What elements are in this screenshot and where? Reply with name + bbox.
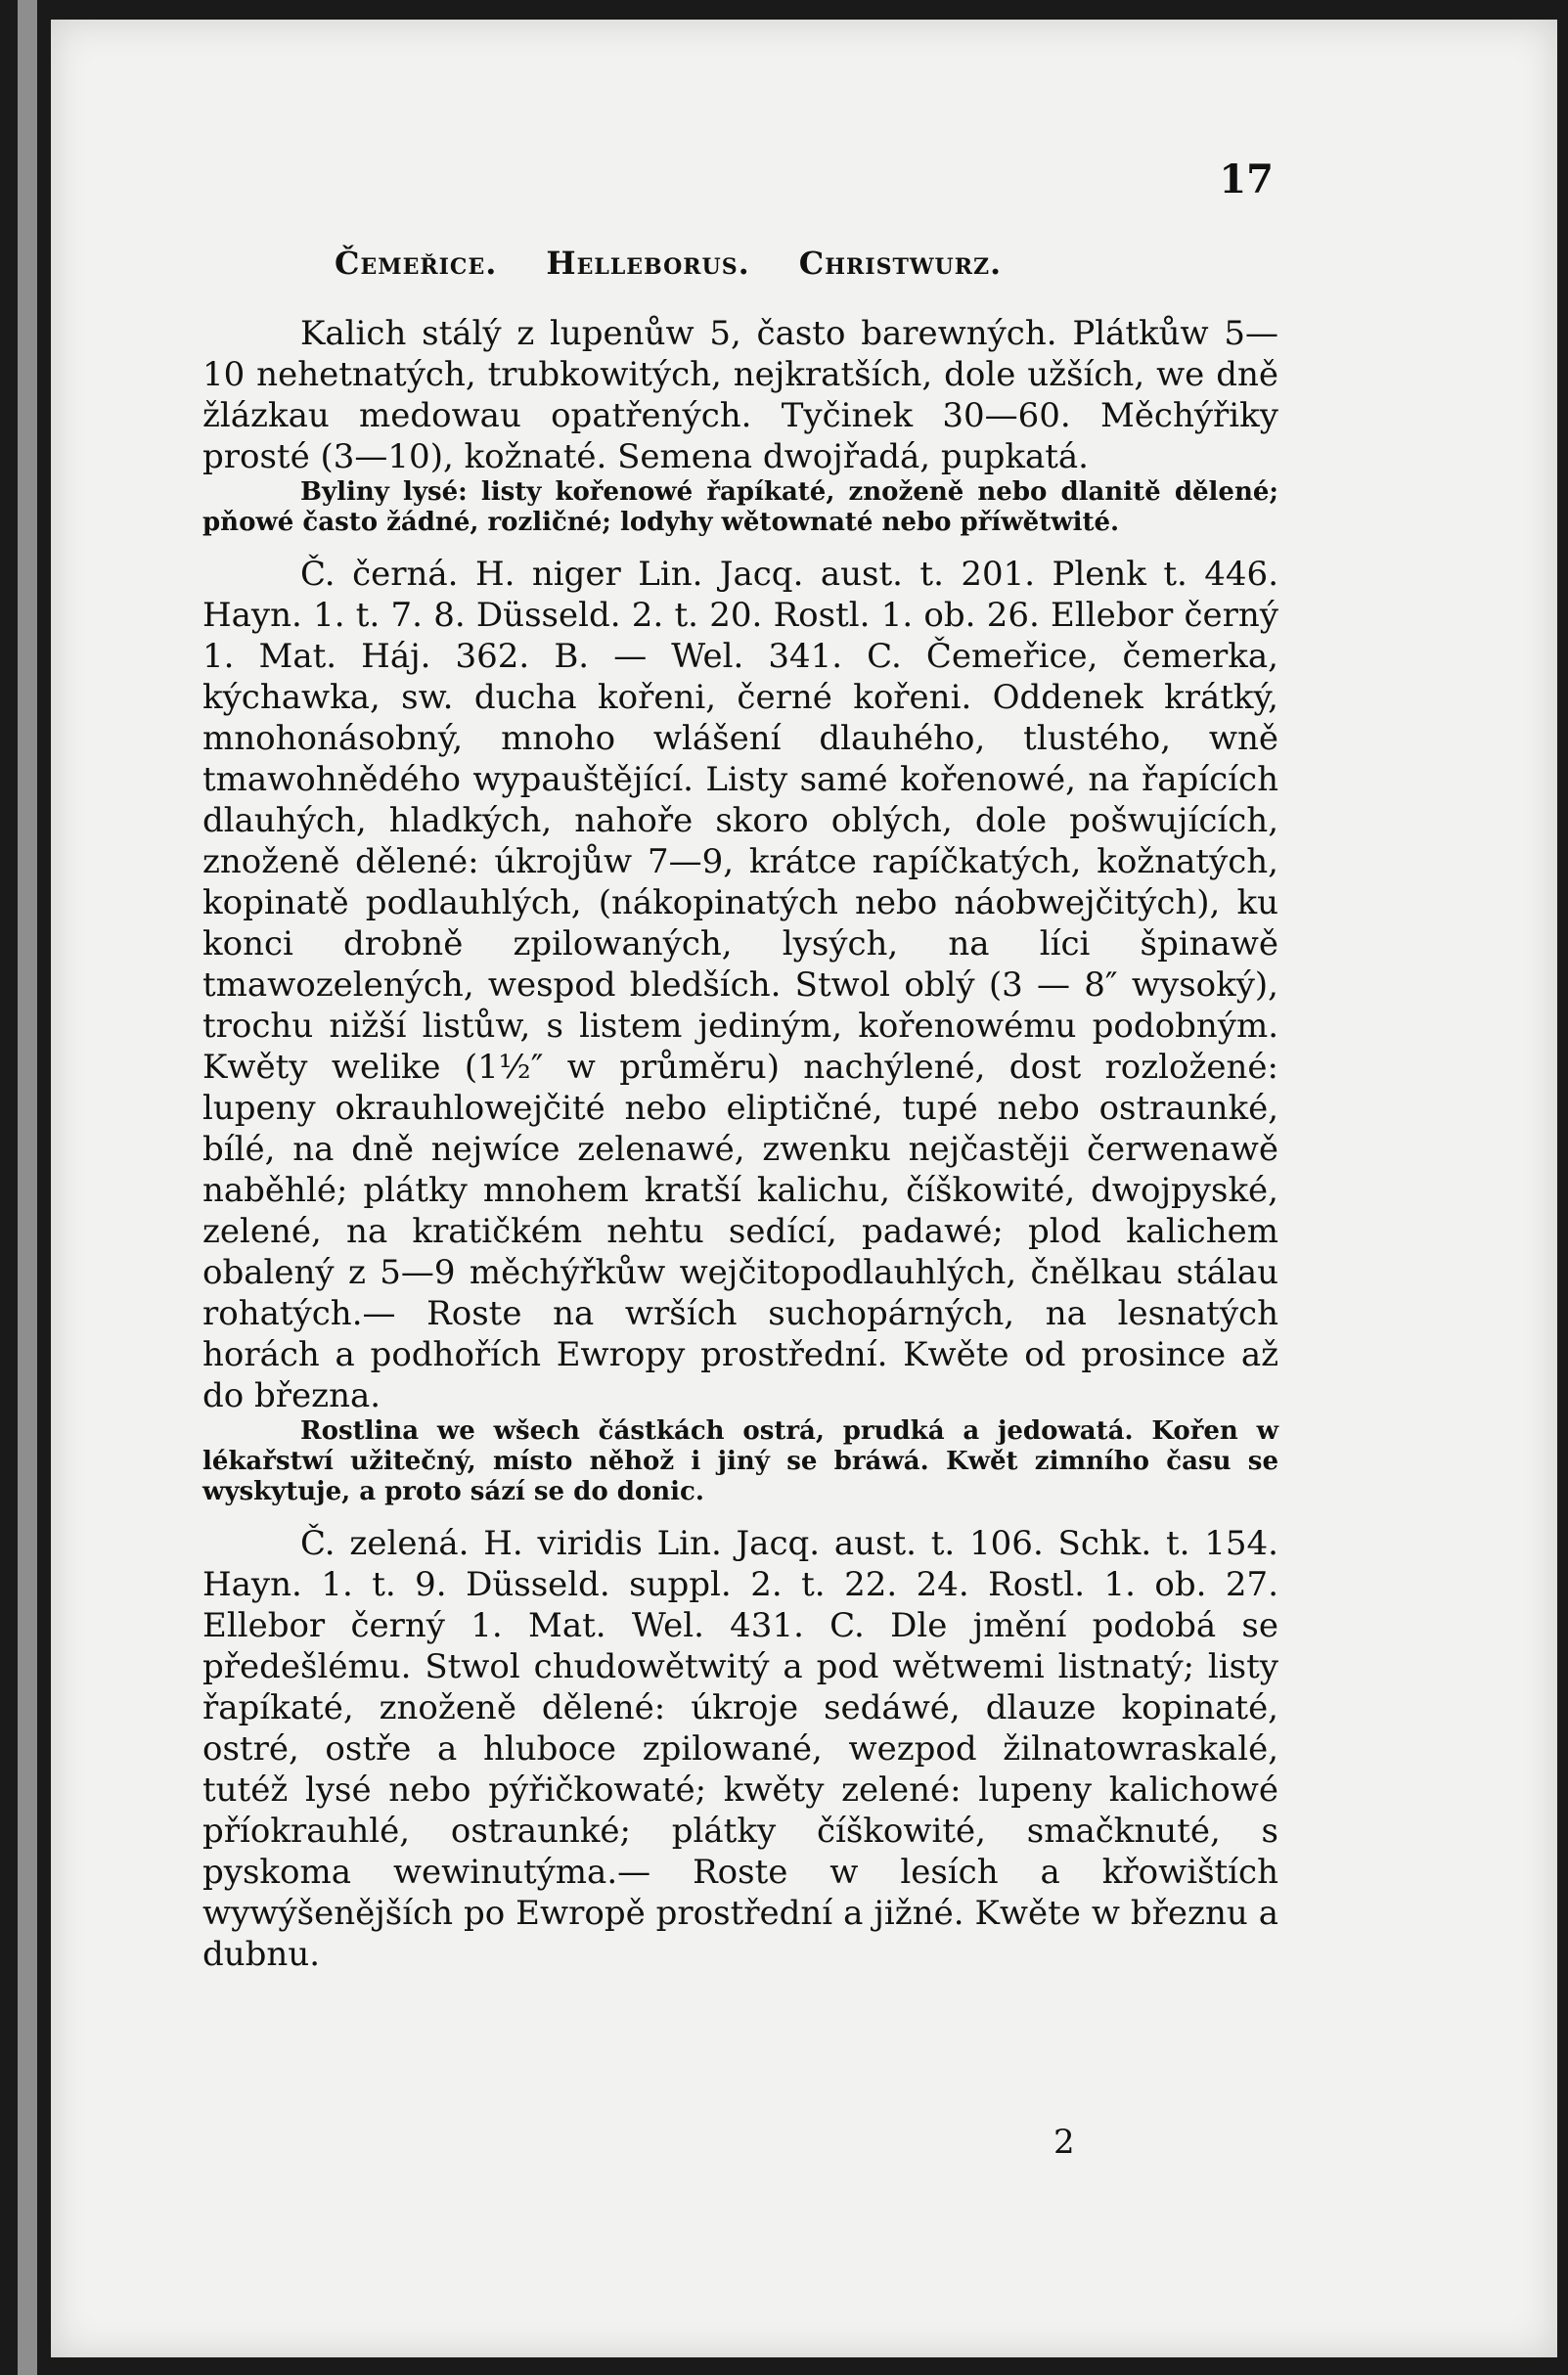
spacer [202,538,1278,554]
signature-mark: 2 [1053,2123,1075,2162]
page-number: 17 [1219,157,1274,202]
page-body [202,313,1278,1975]
species-1-note: Rostlina we wšech částkách ostrá, prudká a jedowatá. Kořen w lékařstwí užitečný, místo něhož i jiný se bráwá. Kwět zimního času se wyskytuje, a proto sází se do donic. [202,1416,1278,1506]
running-head-czech: Čemeřice. [335,245,498,282]
genus-description: Kalich stálý z lupenůw 5, často barewných. Plátkůw 5—10 nehetnatých, trubkowitých, nejkratších, dole užších, we dně žlázkau medowau opatřených. Tyčinek 30—60. Měchýřiky prosté (3—10), kožnaté. Semena dwojřadá, pupkatá. [202,314,1278,476]
genus-note: Byliny lysé: listy kořenowé řapíkaté, znoženě nebo dlanitě dělené; pňowé často žádné, rozličné; lodyhy wětownaté nebo příwětwité. [202,477,1278,537]
running-head-latin: Helleborus. [546,245,750,282]
book-page [51,20,1557,2357]
page-edge-strip [18,0,37,2375]
spacer [202,1507,1278,1523]
running-head [335,245,1313,282]
running-head-german: Christwurz. [798,245,1003,282]
species-2-entry: Č. zelená. H. viridis Lin. Jacq. aust. t. 106. Schk. t. 154. Hayn. 1. t. 9. Düsseld. suppl. 2. t. 22. 24. Rostl. 1. ob. 27. Ellebor černý 1. Mat. Wel. 431. C. Dle jmění podobá se předešlému. Stwol chudowětwitý a pod wětwemi listnatý; listy řapíkaté, znoženě dělené: úkroje sedáwé, dlauze kopinaté, ostré, ostře a hluboce zpilowané, wezpod žilnatowraskalé, tutéž lysé nebo pýřičkowaté; kwěty zelené: lupeny kalichowé příokrauhlé, ostraunké; plátky číškowité, smačknuté, s pyskoma wewinutýma.— Roste w lesích a křowištích wywýšenějších po Ewropě prostřední a jižné. Kwěte w březnu a dubnu. [202,1524,1278,1974]
species-1-entry: Č. černá. H. niger Lin. Jacq. aust. t. 201. Plenk t. 446. Hayn. 1. t. 7. 8. Düsseld. 2. t. 20. Rostl. 1. ob. 26. Ellebor černý 1. Mat. Háj. 362. B. — Wel. 341. C. Čemeřice, čemerka, kýchawka, sw. ducha kořeni, černé kořeni. Oddenek krátký, mnohonásobný, mnoho wlášení dlauhého, tlustého, wně tmawohnědého wypauštějící. Listy samé kořenowé, na řapících dlauhých, hladkých, nahoře skoro oblých, dole pošwujících, znoženě dělené: úkrojůw 7—9, krátce rapíčkatých, kožnatých, kopinatě podlauhlých, (nákopinatých nebo náobwejčitých), ku konci drobně zpilowaných, lysých, na líci špinawě tmawozelených, wespod bledších. Stwol oblý (3 — 8″ wysoký), trochu nižší listůw, s listem jediným, kořenowému podobným. Kwěty welike (1½″ w průměru) nachýlené, dost rozložené: lupeny okrauhlowejčité nebo eliptičné, tupé nebo ostraunké, bílé, na dně nejwíce zelenawé, zwenku nejčastěji čerwenawě naběhlé; plátky mnohem kratší kalichu, číškowité, dwojpyské, zelené, na kratičkém nehtu sedící, padawé; plod kalichem obalený z 5—9 měchýřkůw wejčitopodlauhlých, čnělkau stálau rohatých.— Roste na wrších suchopárných, na lesnatých horách a podhořích Ewropy prostřední. Kwěte od prosince až do března. [202,555,1278,1415]
